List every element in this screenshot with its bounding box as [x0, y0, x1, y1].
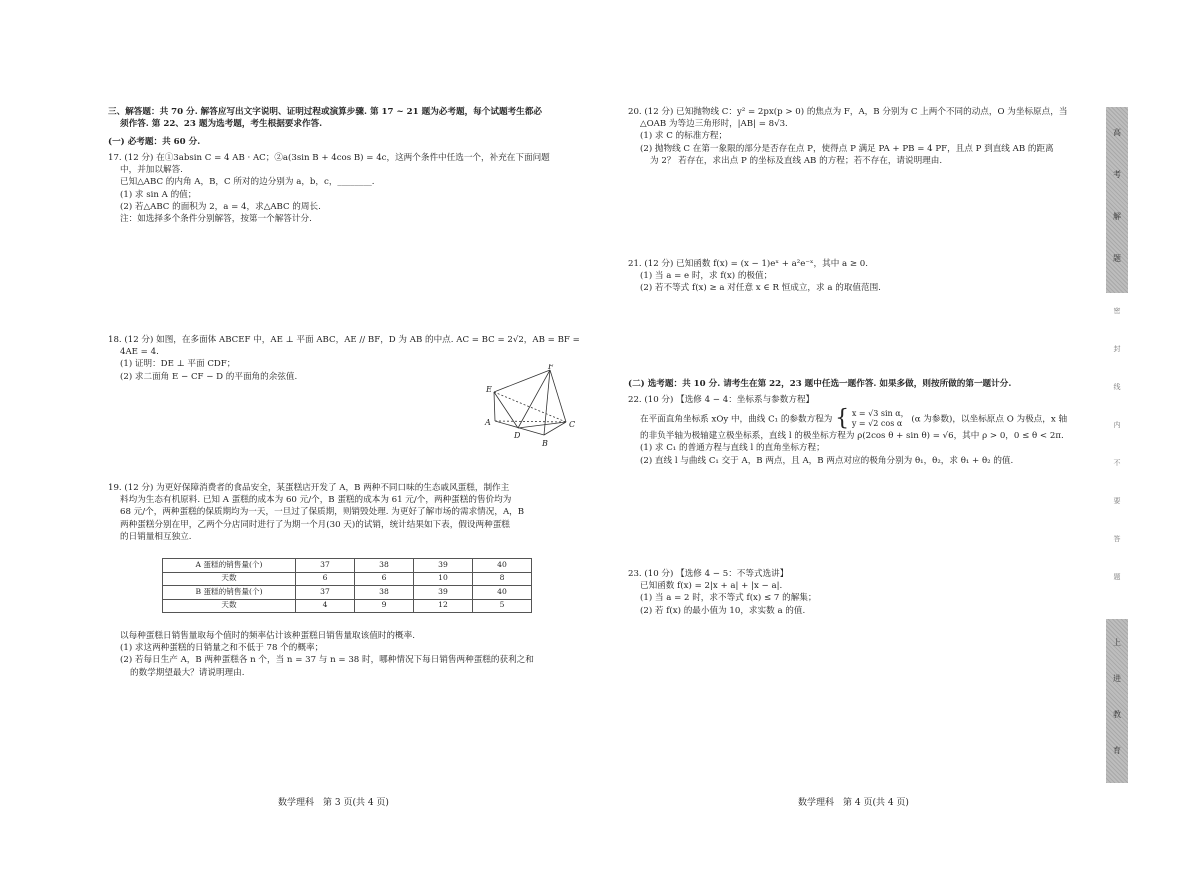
right-page-footer: 数学理科 第 4 页(共 4 页) — [798, 798, 909, 808]
parametric-equation: x = √3 sin α， y = √2 cos α — [851, 409, 909, 429]
left-page-footer: 数学理科 第 3 页(共 4 页) — [278, 798, 389, 808]
question-20: 20. (12 分) 已知抛物线 C：y² = 2px(p > 0) 的焦点为 F，A，B 分别为 C 上两个不同的动点，O 为坐标原点，当 △OAB 为等边三角形时，|AB| = 8√3. (1) 求 C 的标准方程； (2) 抛物线 C 在第一象限的部分是否存在点 P，使得点 P 满足 PA + PB = 4 PF，且点 P 到直线 AB 的距离 为 2？ 若存在，求出点 P 的坐标及直线 AB 的方程；若不存在，请说明理由. — [628, 107, 1068, 166]
optional-header: (二) 选考题：共 10 分. 请考生在第 22，23 题中任选一题作答. 如果多做，则按所做的第一题计分. — [628, 379, 1012, 389]
figure-label-C: C — [569, 420, 576, 429]
question-19: 19. (12 分) 为更好保障消费者的食品安全，某蛋糕店开发了 A，B 两种不同口味的生态戚风蛋糕，制作主 料均为生态有机原料. 已知 A 蛋糕的成本为 60 元/个，B 蛋糕的成本为 61 元/个，两种蛋糕的售价均为 68 元/个，两种蛋糕的保质期均为一天，一旦过了保质期，则销毁处理. 为更好了解市场的需求情况，A，B 两种蛋糕分别在甲，乙两个分店同时进行了为期一个月(30 天)的试销，统计结果如下表，假设两种蛋糕 的日销量相互独立. — [108, 483, 525, 542]
table-row: A 蛋糕的销售量(个) 37 38 39 40 — [163, 559, 532, 573]
question-19-after: 以每种蛋糕日销售量取每个值时的频率估计该种蛋糕日销售量取该值时的概率. (1) 求这两种蛋糕的日销量之和不低于 78 个的概率； (2) 若每日生产 A，B 两种蛋糕各 n 个，当 n = 37 与 n = 38 时，哪种情况下每日销售两种蛋糕的获利之和 的数学期望最大？请说明理由. — [120, 631, 534, 678]
figure-label-A: A — [485, 418, 491, 427]
question-21: 21. (12 分) 已知函数 f(x) = (x − 1)eˣ + a²e⁻ˣ，其中 a ≥ 0. (1) 当 a = e 时，求 f(x) 的极值； (2) 若不等式 f(x) ≥ a 对任意 x ∈ R 恒成立，求 a 的取值范围. — [628, 259, 881, 294]
question-22: 22. (10 分) 【选修 4 − 4：坐标系与参数方程】 在平面直角坐标系 xOy 中，曲线 C₁ 的参数方程为 { x = √3 sin α， y = √2 cos α (α 为参数)，以坐标原点 O 为极点，x 轴 的非负半轴为极轴建立极坐标系，直线 l 的极坐标方程为 ρ(2cos θ + sin θ) = √6，其中 ρ > 0，0 ≤ θ < 2π. (1) 求 C₁ 的普通方程与直线 l 的直角坐标方程； (2) 直线 l 与曲线 C₁ 交于 A，B 两点，且 A，B 两点对应的极角分别为 θ₁，θ₂，求 θ₁ + θ₂ 的值. — [628, 395, 1068, 466]
question-18: 18. (12 分) 如图，在多面体 ABCEF 中，AE ⊥ 平面 ABC，AE // BF，D 为 AB 的中点. AC = BC = 2√2，AB = BF = 4AE = 4. (1) 证明：DE ⊥ 平面 CDF； (2) 求二面角 E − CF − D 的平面角的余弦值. — [108, 335, 580, 382]
figure-label-E: E — [486, 385, 492, 394]
figure-label-D: D — [514, 431, 521, 440]
binding-strip: 高 考 解 题 密 封 线 内 不 要 答 题 上 进 教 育 — [1106, 107, 1128, 783]
table-row: B 蛋糕的销售量(个) 37 38 39 40 — [163, 586, 532, 600]
figure-label-F: F — [548, 364, 554, 371]
table-row: 天数 6 6 10 8 — [163, 572, 532, 586]
required-header: (一) 必考题：共 60 分. — [108, 137, 201, 147]
polyhedron-figure — [482, 364, 582, 452]
section-title: 三、解答题：共 70 分. 解答应写出文字说明、证明过程或演算步骤. 第 17 ~ 21 题为必考题，每个试题考生都必 须作答. 第 22、23 题为选考题，考生根据要求作答. — [108, 107, 542, 130]
question-23: 23. (10 分) 【选修 4 − 5：不等式选讲】 已知函数 f(x) = 2|x + a| + |x − a|. (1) 当 a = 2 时，求不等式 f(x) ≤ 7 的解集； (2) 若 f(x) 的最小值为 10，求实数 a 的值. — [628, 569, 817, 616]
figure-label-B: B — [542, 439, 548, 448]
question-17: 17. (12 分) 在①3absin C = 4 AB · AC；②a(3sin B + 4cos B) = 4c，这两个条件中任选一个，补充在下面问题 中，并加以解答. 已知△ABC 的内角 A，B，C 所对的边分别为 a，b，c，________. (1) 求 sin A 的值； (2) 若△ABC 的面积为 2，a = 4，求△ABC 的周长. 注：如选择多个条件分别解答，按第一个解答计分. — [108, 153, 550, 225]
table-row: 天数 4 9 12 5 — [163, 599, 532, 613]
sales-table — [162, 558, 532, 613]
